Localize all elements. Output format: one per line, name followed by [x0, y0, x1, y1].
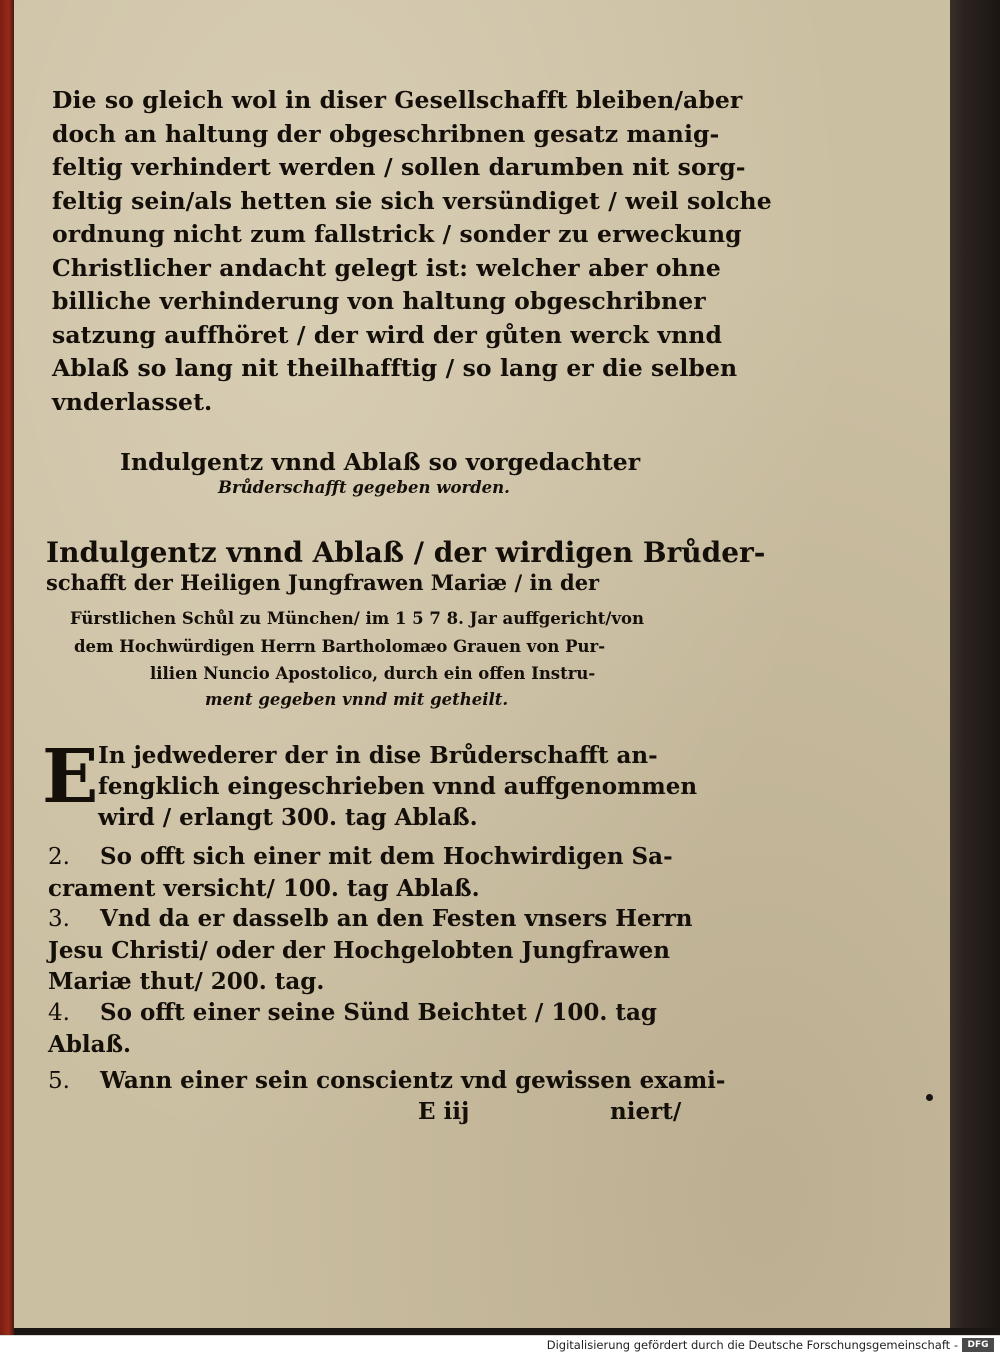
item-4 — [48, 997, 657, 1060]
item-line: Mariæ thut/ 200. tag. — [48, 968, 325, 995]
catchword: niert/ — [610, 1098, 682, 1125]
section-heading: Indulgentz vnnd Ablaß so vorgedachter — [120, 448, 641, 476]
item-line: So offt sich einer mit dem Hochwirdigen Sa- — [100, 843, 673, 870]
item-line: crament versicht/ 100. tag Ablaß. — [48, 875, 480, 902]
opening-paragraph — [52, 84, 772, 419]
section-subheading: Brůderschafft gegeben worden. — [218, 478, 510, 497]
paragraph-line: Die so gleich wol in diser Gesellschafft bleiben/aber — [52, 86, 743, 114]
paragraph-line: feltig sein/als hetten sie sich versündiget / weil solche — [52, 186, 772, 215]
item-line: So offt einer seine Sünd Beichtet / 100. tag — [100, 999, 657, 1026]
item-number: 5. — [48, 1068, 70, 1094]
paragraph-line: Christlicher andacht gelegt ist: welcher aber ohne — [52, 253, 721, 282]
item-number: 3. — [48, 906, 70, 932]
signature-mark: E iij — [418, 1098, 470, 1125]
indulgence-title: Indulgentz vnnd Ablaß / der wirdigen Brůder- — [46, 536, 766, 569]
title-line: ment gegeben vnnd mit getheilt. — [205, 690, 509, 709]
paragraph-line: billiche verhinderung von haltung obgeschribner — [52, 287, 706, 315]
item-3 — [48, 903, 693, 997]
paragraph-line: satzung auffhöret / der wird der gůten werck vnnd — [52, 320, 722, 349]
title-line: schafft der Heiligen Jungfrawen Mariæ / in der — [46, 570, 600, 595]
item-line: wird / erlangt 300. tag Ablaß. — [98, 804, 478, 831]
page-bottom-edge — [14, 1328, 1000, 1335]
item-line: In jedwederer der in dise Brůderschafft an- — [98, 742, 658, 769]
page-right-edge — [950, 0, 1000, 1335]
title-line: lilien Nuncio Apostolico, durch ein offen Instru- — [150, 664, 596, 683]
item-line: Vnd da er dasselb an den Festen vnsers Herrn — [100, 905, 693, 932]
title-line: dem Hochwürdigen Herrn Bartholomæo Grauen von Pur- — [74, 637, 606, 656]
paragraph-line: doch an haltung der obgeschribnen gesatz manig- — [52, 119, 720, 148]
book-spine-edge — [0, 0, 14, 1335]
paragraph-line: Ablaß so lang nit theilhafftig / so lang er die selben — [52, 354, 738, 382]
item-5 — [48, 1065, 725, 1097]
item-line: fengklich eingeschrieben vnnd auffgenommen — [98, 773, 698, 800]
paragraph-line: feltig verhindert werden / sollen darumben nit sorg- — [52, 153, 746, 181]
footer-bar — [0, 1335, 1000, 1355]
item-number: 4. — [48, 1000, 70, 1026]
ink-speck — [926, 1094, 933, 1101]
paragraph-line: vnderlasset. — [52, 387, 213, 416]
item-line: Jesu Christi/ oder der Hochgelobten Jungfrawen — [48, 937, 670, 964]
item-1 — [98, 740, 697, 833]
dfg-logo: DFG — [962, 1338, 994, 1352]
paragraph-line: ordnung nicht zum fallstrick / sonder zu erweckung — [52, 220, 742, 248]
funding-credit: Digitalisierung gefördert durch die Deutsche Forschungsgemeinschaft - — [546, 1338, 958, 1352]
title-line: Fürstlichen Schůl zu München/ im 1 5 7 8. Jar auffgericht/von — [70, 609, 645, 628]
item-line: Ablaß. — [48, 1031, 132, 1058]
item-number: 2. — [48, 844, 70, 870]
item-2 — [48, 841, 673, 904]
drop-cap: E — [42, 734, 99, 820]
item-line: Wann einer sein conscientz vnd gewissen exami- — [100, 1067, 726, 1094]
